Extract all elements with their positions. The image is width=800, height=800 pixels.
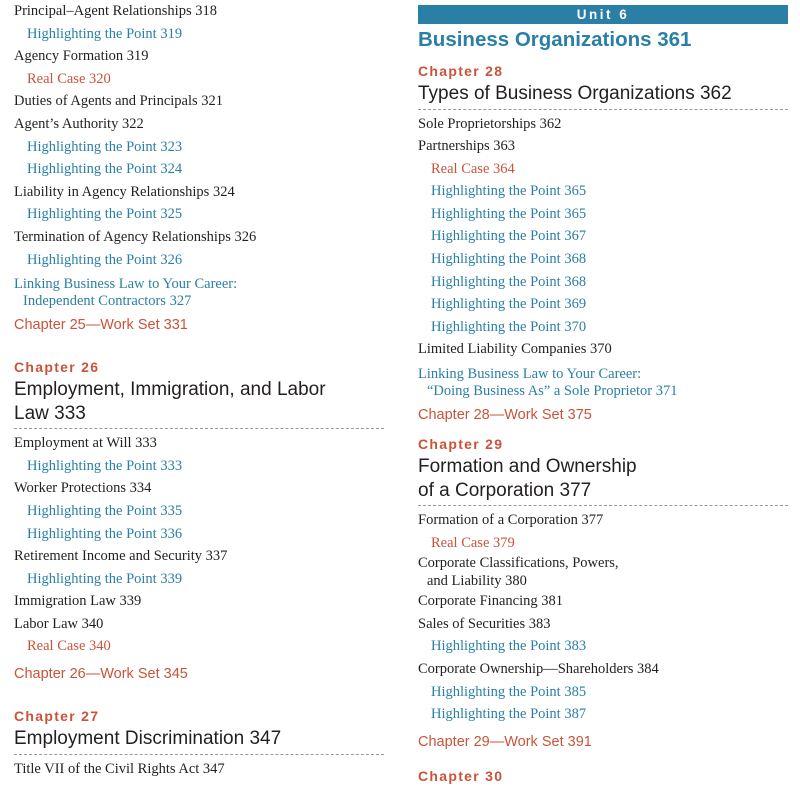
career-link-entry[interactable] (14, 276, 384, 310)
chapter-title[interactable] (418, 455, 788, 506)
career-link-entry[interactable] (418, 366, 788, 400)
toc-entry-line: and Liability 380 (427, 573, 527, 590)
work-set-link[interactable]: Chapter 28—Work Set 375 (418, 407, 592, 424)
toc-entry[interactable]: Immigration Law 339 (14, 593, 142, 610)
toc-entry-highlight[interactable]: Highlighting the Point 323 (27, 138, 183, 155)
toc-entry[interactable]: Worker Protections 334 (14, 480, 152, 497)
work-set-link[interactable]: Chapter 25—Work Set 331 (14, 317, 188, 334)
toc-entry-highlight[interactable]: Highlighting the Point 326 (27, 251, 183, 268)
toc-entry-highlight[interactable]: Highlighting the Point 325 (27, 206, 183, 223)
work-set-link[interactable]: Chapter 26—Work Set 345 (14, 666, 188, 683)
unit-title[interactable]: Business Organizations 361 (418, 28, 692, 51)
toc-entry-highlight[interactable]: Highlighting the Point 335 (27, 502, 183, 519)
toc-entry-highlight[interactable]: Highlighting the Point 365 (431, 183, 587, 200)
toc-entry-highlight[interactable]: Highlighting the Point 333 (27, 457, 183, 474)
work-set-link[interactable]: Chapter 29—Work Set 391 (418, 733, 592, 750)
chapter-title[interactable] (14, 378, 384, 429)
toc-entry-highlight[interactable]: Highlighting the Point 365 (431, 205, 587, 222)
toc-entry[interactable] (418, 554, 788, 590)
toc-entry-highlight[interactable]: Highlighting the Point 336 (27, 525, 183, 542)
toc-entry-highlight[interactable]: Highlighting the Point 367 (431, 228, 587, 245)
chapter-29-entries (418, 509, 788, 726)
toc-entry[interactable]: Limited Liability Companies 370 (418, 341, 612, 358)
toc-entry-real-case[interactable]: Real Case 364 (431, 160, 515, 177)
toc-entry-highlight[interactable]: Highlighting the Point 339 (27, 570, 183, 587)
toc-entry[interactable]: Formation of a Corporation 377 (418, 512, 604, 529)
toc-entry[interactable]: Duties of Agents and Principals 321 (14, 93, 224, 110)
chapter-label: Chapter 30 (418, 767, 504, 784)
toc-entry[interactable]: Title VII of the Civil Rights Act 347 (14, 760, 225, 777)
chapter-label: Chapter 27 (14, 708, 100, 725)
career-link-line: Independent Contractors 327 (23, 293, 192, 310)
toc-entry[interactable]: Termination of Agency Relationships 326 (14, 228, 257, 245)
chapter-title-line: Types of Business Organizations 362 (418, 83, 732, 104)
toc-entry[interactable]: Sole Proprietorships 362 (418, 115, 562, 132)
career-link-line: Linking Business Law to Your Career: (14, 276, 238, 293)
chapter-title-line: Law 333 (14, 402, 86, 424)
career-link-line: Linking Business Law to Your Career: (418, 366, 642, 383)
toc-entry-highlight[interactable]: Highlighting the Point 383 (431, 638, 587, 655)
toc-entry-highlight[interactable]: Highlighting the Point 324 (27, 161, 183, 178)
toc-left-column (14, 0, 384, 800)
toc-entry[interactable]: Corporate Financing 381 (418, 593, 563, 610)
toc-entry-highlight[interactable]: Highlighting the Point 368 (431, 273, 587, 290)
toc-entry-highlight[interactable]: Highlighting the Point 387 (431, 706, 587, 723)
toc-entry-real-case[interactable]: Real Case 340 (27, 638, 111, 655)
career-link-line: “Doing Business As” a Sole Proprietor 371 (427, 383, 678, 400)
toc-right-column (418, 0, 788, 800)
toc-entry[interactable]: Employment at Will 333 (14, 435, 157, 452)
toc-entry-real-case[interactable]: Real Case 379 (431, 534, 515, 551)
toc-entry[interactable]: Corporate Ownership—Shareholders 384 (418, 661, 659, 677)
toc-entry[interactable]: Partnerships 363 (418, 138, 516, 155)
chapter-label: Chapter 28 (418, 63, 504, 79)
toc-entry-highlight[interactable]: Highlighting the Point 369 (431, 296, 587, 313)
toc-entry[interactable]: Liability in Agency Relationships 324 (14, 183, 235, 200)
toc-entry-highlight[interactable]: Highlighting the Point 385 (431, 683, 587, 700)
toc-entry[interactable]: Sales of Securities 383 (418, 615, 551, 632)
chapter-26-entries (14, 432, 384, 658)
chapter-28-entries (418, 113, 788, 362)
chapter-title[interactable] (14, 727, 384, 755)
toc-entry[interactable]: Labor Law 340 (14, 615, 104, 632)
chapter-title-line: of a Corporation 377 (418, 479, 592, 501)
toc-entry-highlight[interactable]: Highlighting the Point 319 (27, 25, 183, 42)
chapter-label: Chapter 29 (418, 436, 504, 453)
toc-entry[interactable]: Agency Formation 319 (14, 48, 149, 65)
chapter-25-entries (14, 0, 384, 271)
chapter-title-line: Employment Discrimination 347 (14, 728, 282, 750)
chapter-title-line: Formation and Ownership (418, 456, 637, 478)
toc-entry[interactable]: Agent’s Authority 322 (14, 115, 144, 132)
toc-entry-highlight[interactable]: Highlighting the Point 368 (431, 251, 587, 268)
toc-entry-highlight[interactable]: Highlighting the Point 370 (431, 318, 587, 335)
toc-entry-real-case[interactable]: Real Case 320 (27, 70, 111, 87)
chapter-label: Chapter 26 (14, 359, 100, 376)
toc-entry[interactable]: Principal–Agent Relationships 318 (14, 3, 217, 19)
toc-entry-line: Corporate Classifications, Powers, (418, 555, 619, 572)
chapter-title[interactable] (418, 82, 788, 110)
toc-entry[interactable]: Retirement Income and Security 337 (14, 548, 228, 565)
chapter-title-line: Employment, Immigration, and Labor (14, 379, 326, 401)
unit-banner: Unit 6 (418, 5, 788, 24)
